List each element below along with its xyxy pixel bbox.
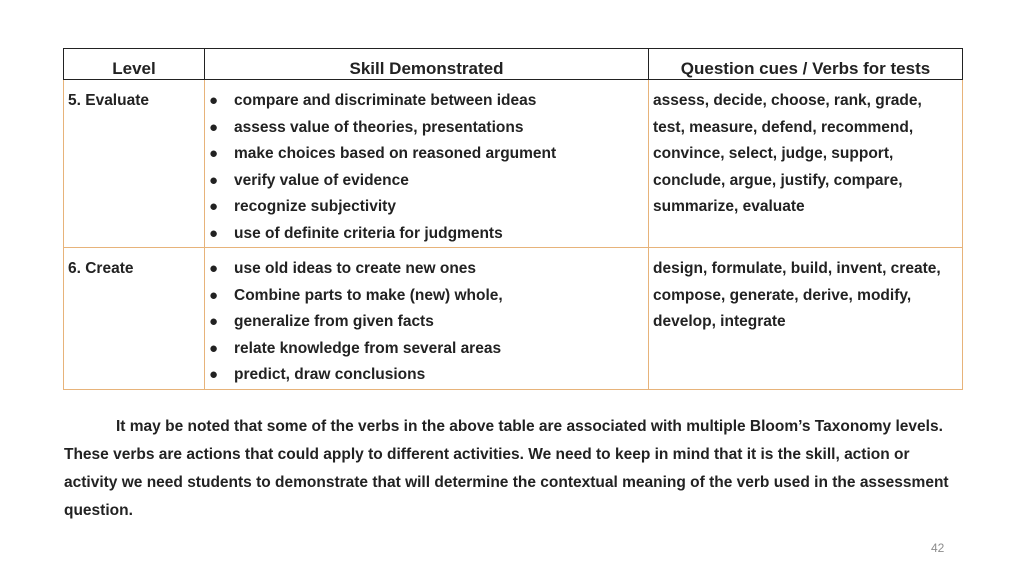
table-header-row xyxy=(64,49,963,80)
skill-item xyxy=(209,141,644,168)
bullet-icon: ● xyxy=(209,92,219,109)
skill-item xyxy=(209,336,644,363)
skill-text: verify value of evidence xyxy=(234,171,409,189)
skill-text: generalize from given facts xyxy=(234,313,434,330)
column-header-skill: Skill Demonstrated xyxy=(205,49,649,80)
skill-item xyxy=(209,362,644,389)
skills-cell xyxy=(205,248,649,390)
skills-list xyxy=(209,256,644,389)
bullet-icon: ● xyxy=(209,313,219,330)
verbs-line: compose, generate, derive, modify, xyxy=(653,286,912,304)
verbs-line: test, measure, defend, recommend, xyxy=(653,118,914,136)
skill-item xyxy=(209,256,644,283)
skill-item xyxy=(209,221,644,248)
note-line: It may be noted that some of the verbs in the above table are associated with multiple Bloom’s Taxonomy levels. xyxy=(116,418,943,435)
verbs-line: design, formulate, build, invent, create, xyxy=(653,260,941,277)
skill-item xyxy=(209,88,644,115)
level-cell: 6. Create xyxy=(64,248,205,390)
verbs-line: assess, decide, choose, rank, grade, xyxy=(653,92,922,109)
bullet-icon: ● xyxy=(209,198,219,215)
bloom-taxonomy-table xyxy=(63,48,963,390)
bullet-icon: ● xyxy=(209,171,219,189)
note-line: These verbs are actions that could apply to different activities. We need to keep in mind that it is the skill, action or xyxy=(64,446,910,463)
page-number: 42 xyxy=(931,541,945,555)
bullet-icon: ● xyxy=(209,339,219,357)
skill-item xyxy=(209,194,644,221)
table-row-create xyxy=(64,248,963,390)
bullet-icon: ● xyxy=(209,366,219,383)
verbs-line: summarize, evaluate xyxy=(653,198,805,215)
verbs-line: convince, select, judge, support, xyxy=(653,145,894,162)
skill-text: assess value of theories, presentations xyxy=(234,118,524,136)
verbs-cell xyxy=(649,248,963,390)
skill-text: use of definite criteria for judgments xyxy=(234,224,503,242)
verbs-line: conclude, argue, justify, compare, xyxy=(653,171,903,189)
skill-text: make choices based on reasoned argument xyxy=(234,145,557,162)
bullet-icon: ● xyxy=(209,224,219,242)
verbs-cell xyxy=(649,80,963,248)
note-line: activity we need students to demonstrate that will determine the contextual meaning of the verb used in the assessment xyxy=(64,474,949,491)
skill-item xyxy=(209,283,644,310)
skills-cell xyxy=(205,80,649,248)
column-header-verbs: Question cues / Verbs for tests xyxy=(649,49,963,80)
bullet-icon: ● xyxy=(209,260,219,277)
skills-list xyxy=(209,88,644,247)
verbs-line: develop, integrate xyxy=(653,313,786,330)
bullet-icon: ● xyxy=(209,145,219,162)
skill-item xyxy=(209,309,644,336)
skill-text: predict, draw conclusions xyxy=(234,366,426,383)
level-cell: 5. Evaluate xyxy=(64,80,205,248)
skill-text: use old ideas to create new ones xyxy=(234,260,477,277)
skill-text: recognize subjectivity xyxy=(234,198,396,215)
skill-text: Combine parts to make (new) whole, xyxy=(234,286,503,304)
skill-text: relate knowledge from several areas xyxy=(234,339,502,357)
note-line: question. xyxy=(64,502,133,519)
column-header-level: Level xyxy=(64,49,205,80)
skill-item xyxy=(209,115,644,142)
skill-item xyxy=(209,168,644,195)
bullet-icon: ● xyxy=(209,118,219,136)
explanatory-note xyxy=(64,413,964,525)
skill-text: compare and discriminate between ideas xyxy=(234,92,537,109)
table-row-evaluate xyxy=(64,80,963,248)
bullet-icon: ● xyxy=(209,286,219,304)
